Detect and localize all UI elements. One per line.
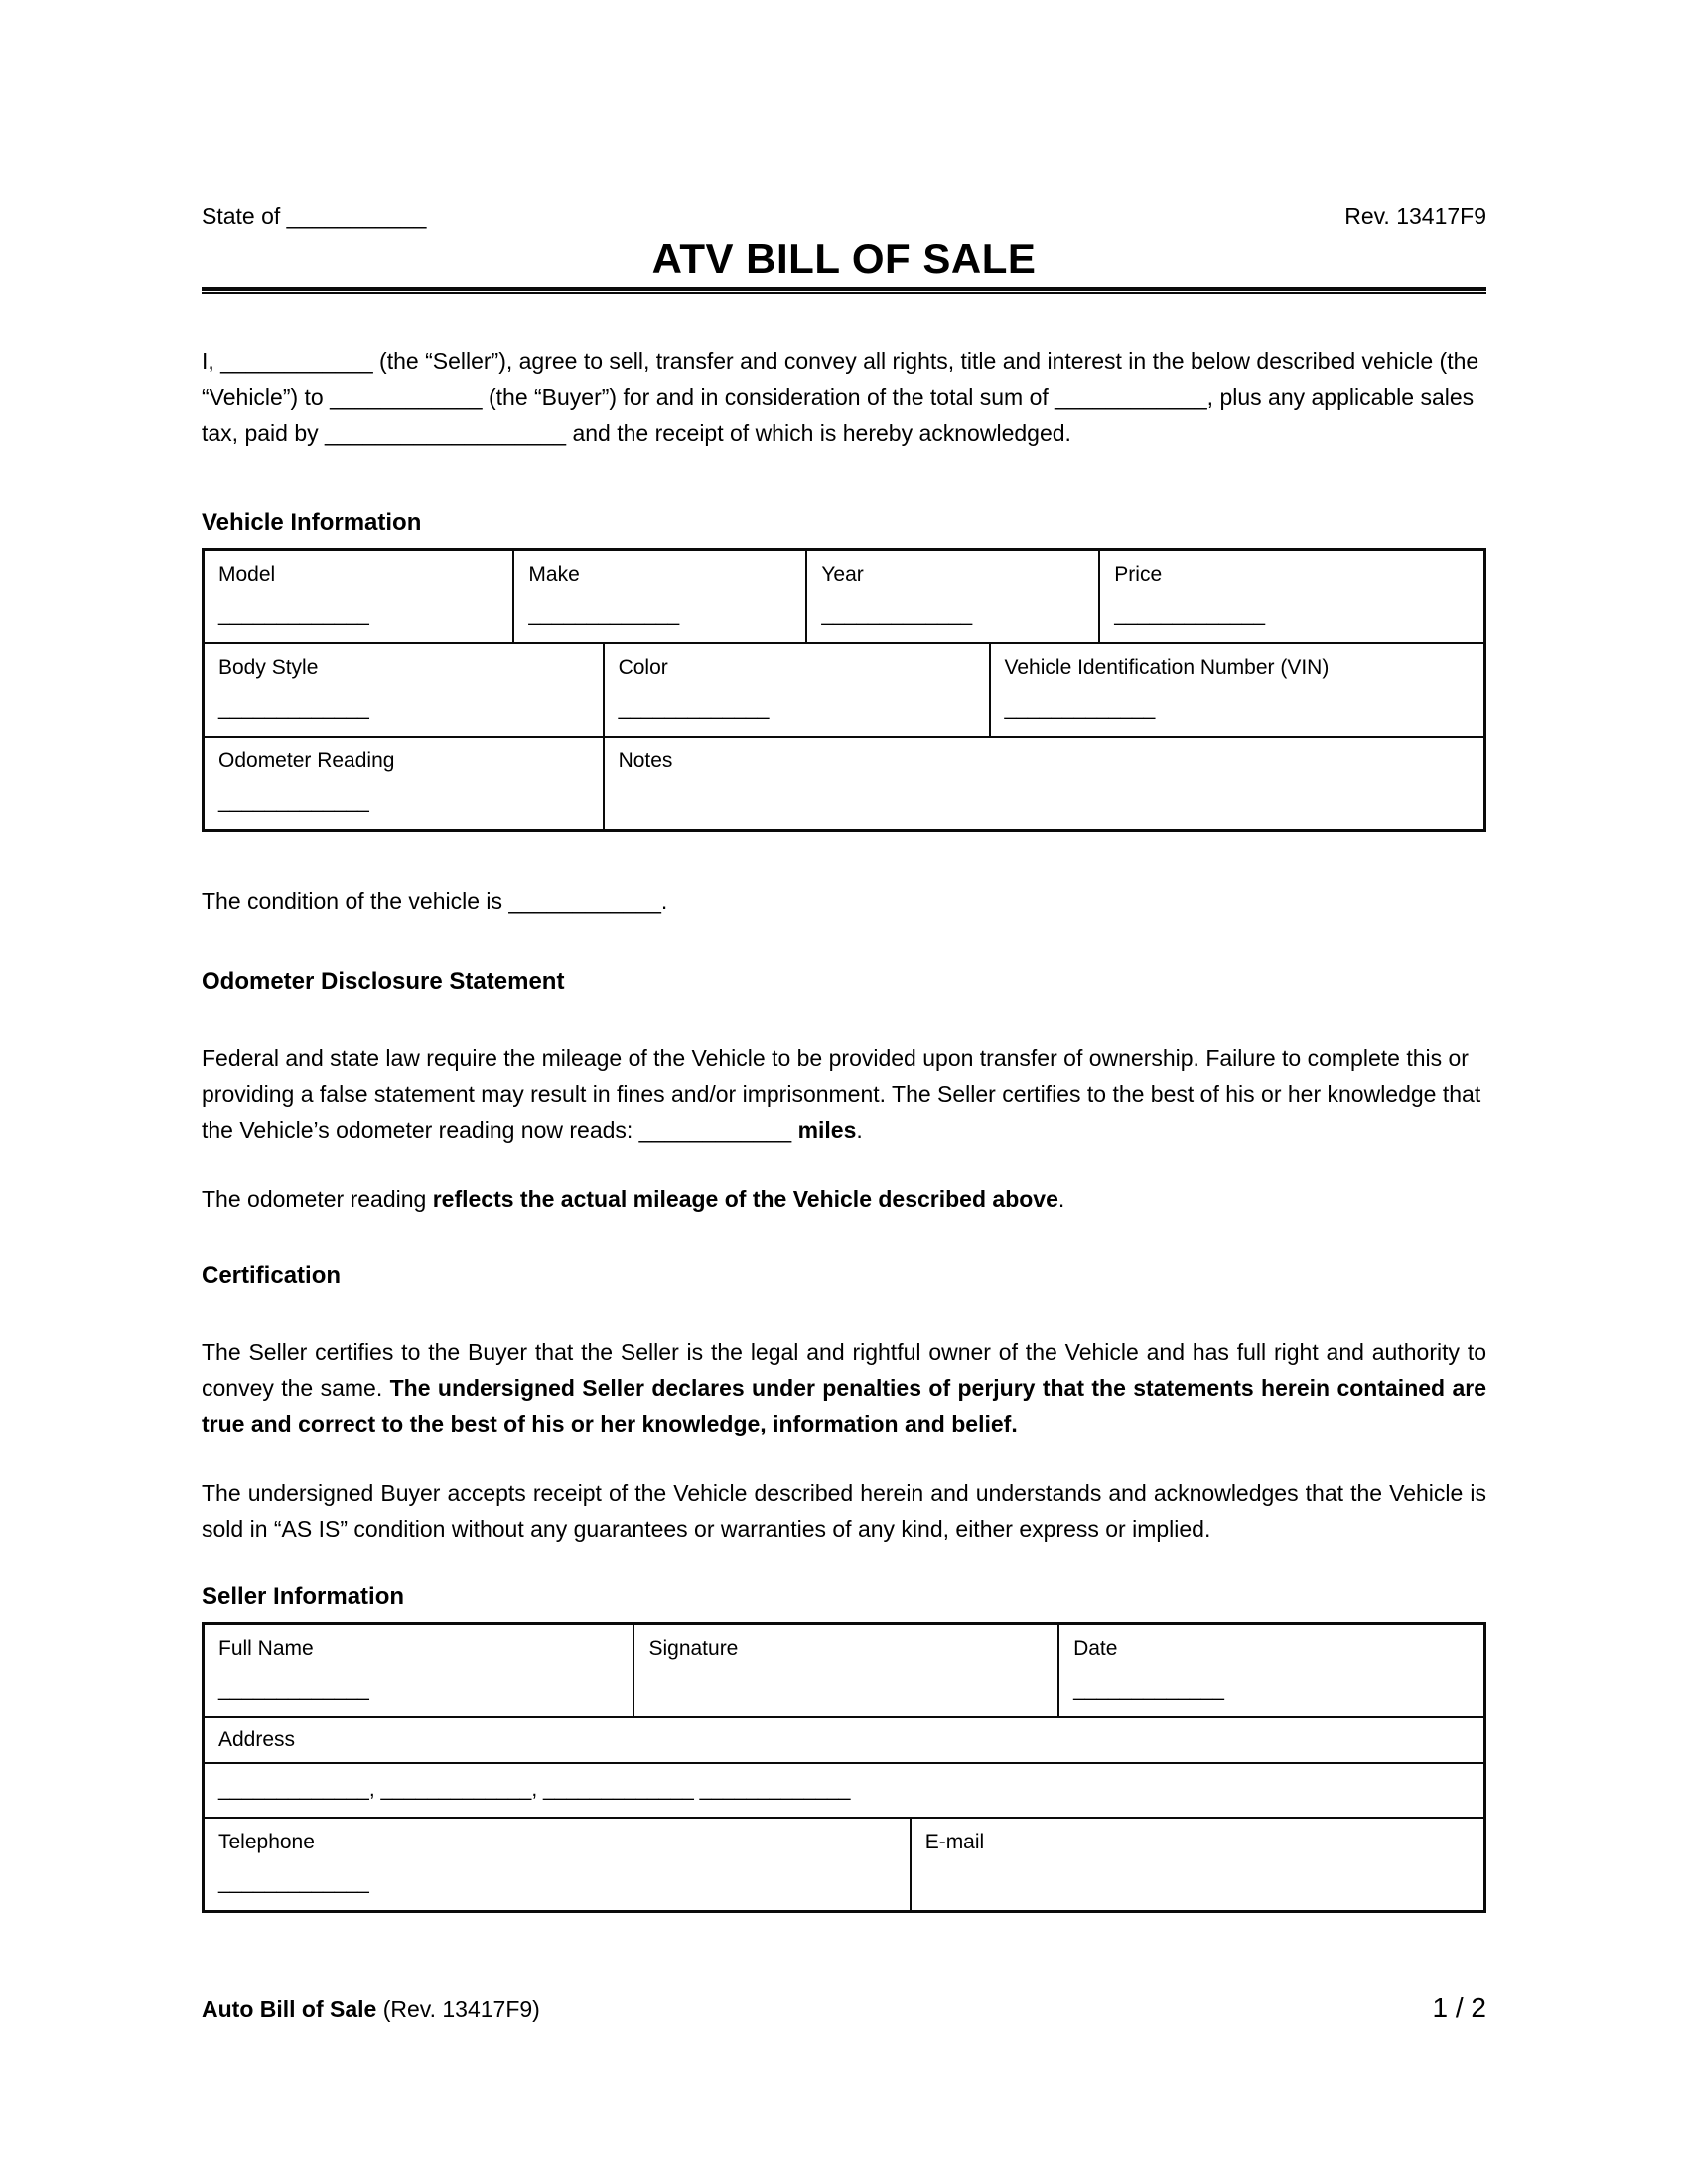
certification-seller-text: The Seller certifies to the Buyer that the Seller is the legal and rightful owner of the Vehicle and has full right and authority to convey the same. (202, 1339, 1486, 1401)
vehicle-table-row-2 (205, 642, 1483, 736)
odometer-reading-label: Odometer Reading (218, 750, 395, 772)
address-blank-cell (205, 1764, 1483, 1817)
date-label: Date (1073, 1637, 1118, 1660)
vin-cell (989, 644, 1483, 736)
seller-table-row-1 (205, 1625, 1483, 1716)
vehicle-table-row-3 (205, 736, 1483, 829)
address-blank[interactable]: _____________, _____________, _____________ _____________ (218, 1778, 851, 1801)
price-label: Price (1114, 563, 1163, 586)
model-cell (205, 551, 512, 642)
make-cell (512, 551, 805, 642)
date-blank[interactable]: _____________ (1073, 1678, 1224, 1701)
odometer-reading-cell (205, 738, 603, 829)
make-label: Make (528, 563, 580, 586)
certification-seller-paragraph (202, 1334, 1486, 1441)
odometer-paragraph-bold-miles: miles (797, 1117, 857, 1143)
year-cell (805, 551, 1098, 642)
seller-information-heading: Seller Information (202, 1583, 405, 1610)
footer (202, 1992, 1486, 2024)
price-blank[interactable]: _____________ (1114, 604, 1266, 626)
notes-cell (603, 738, 1483, 829)
signature-label: Signature (648, 1637, 739, 1660)
odometer-reading-statement-bold: reflects the actual mileage of the Vehicle described above (432, 1186, 1058, 1212)
email-label: E-mail (924, 1831, 985, 1853)
email-cell (910, 1819, 1483, 1910)
footer-revision-suffix: (Rev. 13417F9) (376, 1996, 540, 2022)
full-name-label: Full Name (218, 1637, 314, 1660)
odometer-reading-statement (202, 1181, 1486, 1217)
certification-heading: Certification (202, 1262, 342, 1289)
model-label: Model (218, 563, 276, 586)
telephone-cell (205, 1819, 910, 1910)
year-blank[interactable]: _____________ (821, 604, 973, 626)
state-of-blank[interactable]: ___________ (286, 204, 427, 229)
year-label: Year (821, 563, 864, 586)
odometer-reading-blank[interactable]: _____________ (218, 790, 369, 813)
vin-blank[interactable]: _____________ (1004, 697, 1156, 720)
odometer-disclosure-heading: Odometer Disclosure Statement (202, 968, 565, 995)
vehicle-information-table (202, 548, 1486, 832)
odometer-paragraph-period: . (856, 1117, 863, 1143)
body-style-cell (205, 644, 603, 736)
odometer-disclosure-paragraph (202, 1040, 1486, 1148)
seller-table-address-label-row (205, 1716, 1483, 1762)
color-cell (603, 644, 989, 736)
color-label: Color (618, 656, 668, 679)
certification-seller-bold: The undersigned Seller declares under penalties of perjury that the statements herein contained are true and correct to the best of his or her knowledge, information and belief. (202, 1375, 1486, 1436)
footer-document-name: Auto Bill of Sale (202, 1996, 377, 2022)
odometer-reading-statement-period: . (1057, 1186, 1065, 1212)
footer-document-label (202, 1996, 540, 2023)
certification-buyer-paragraph: The undersigned Buyer accepts receipt of the Vehicle described herein and understands and acknowledges that the Vehicle is sold in “AS IS” condition without any guarantees or warranties of any kind, either express or implied. (202, 1480, 1486, 1542)
revision-label: Rev. 13417F9 (1344, 204, 1486, 229)
vin-label: Vehicle Identification Number (VIN) (1004, 656, 1330, 679)
color-blank[interactable]: _____________ (618, 697, 770, 720)
date-cell (1057, 1625, 1483, 1716)
telephone-label: Telephone (218, 1831, 315, 1853)
notes-label: Notes (618, 750, 673, 772)
state-of-line (202, 204, 426, 230)
signature-cell (633, 1625, 1057, 1716)
price-cell (1098, 551, 1483, 642)
model-blank[interactable]: _____________ (218, 604, 369, 626)
page-indicator: 1 / 2 (1432, 1992, 1486, 2023)
vehicle-information-heading: Vehicle Information (202, 509, 422, 536)
intro-paragraph: I, ____________ (the “Seller”), agree to sell, transfer and convey all rights, title and interest in the below described vehicle (the “Vehicle”) to ____________ (the “Buyer”) for and in consideration of the total sum of ____________, plus any applicable sales tax, paid by ___________________ and the receipt of which is hereby acknowledged. (202, 348, 1479, 446)
odometer-reading-statement-text: The odometer reading (202, 1186, 433, 1212)
seller-table-address-blank-row (205, 1762, 1483, 1817)
title-divider-rule (202, 287, 1486, 294)
odometer-paragraph-text: Federal and state law require the mileage of the Vehicle to be provided upon transfer of ownership. Failure to complete this or providing a false statement may result in fines and/or imprisonment. The Seller certifies to the best of his or her knowledge that the Vehicle’s odometer reading now reads: ____________ (202, 1045, 1481, 1143)
document-title: ATV BILL OF SALE (651, 235, 1037, 282)
condition-statement: The condition of the vehicle is ____________. (202, 888, 668, 914)
address-label-cell (205, 1718, 1483, 1762)
notes-blank[interactable] (619, 788, 1470, 815)
body-style-blank[interactable]: _____________ (218, 697, 369, 720)
full-name-cell (205, 1625, 633, 1716)
address-label: Address (218, 1728, 296, 1751)
vehicle-table-row-1 (205, 551, 1483, 642)
make-blank[interactable]: _____________ (528, 604, 680, 626)
seller-table-row-3 (205, 1817, 1483, 1910)
signature-blank[interactable] (648, 1676, 1044, 1703)
body-style-label: Body Style (218, 656, 319, 679)
telephone-blank[interactable]: _____________ (218, 1871, 369, 1894)
seller-information-table (202, 1622, 1486, 1913)
header (202, 204, 1486, 230)
state-of-label: State of (202, 204, 281, 229)
full-name-blank[interactable]: _____________ (218, 1678, 369, 1701)
email-blank[interactable] (925, 1869, 1470, 1896)
